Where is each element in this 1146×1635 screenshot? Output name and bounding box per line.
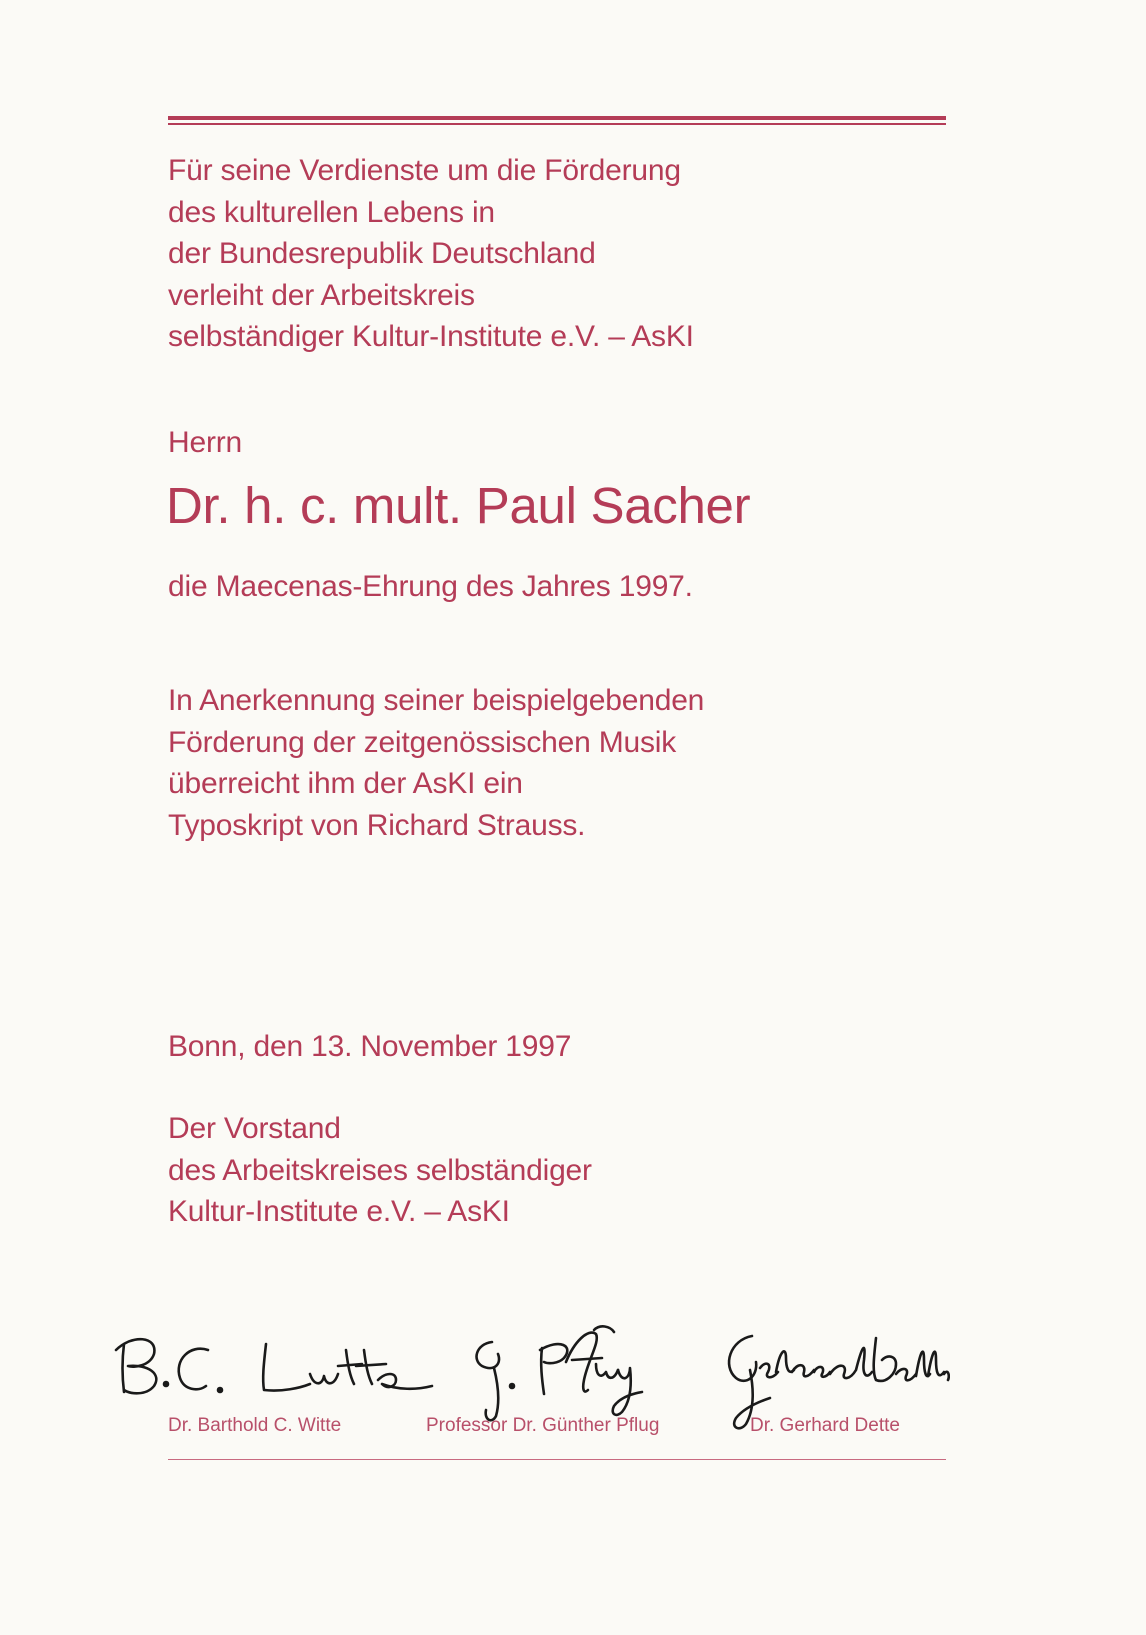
intro-line: verleiht der Arbeitskreis xyxy=(168,278,475,312)
board-line: des Arbeitskreises selbständiger xyxy=(168,1153,592,1187)
recognition-line: Förderung der zeitgenössischen Musik xyxy=(168,725,677,759)
intro-line: der Bundesrepublik Deutschland xyxy=(168,237,596,270)
recognition-paragraph xyxy=(168,680,704,846)
recognition-line: überreicht ihm der AsKI ein xyxy=(168,767,523,800)
signature-pflug xyxy=(477,1326,642,1420)
board-paragraph xyxy=(168,1108,592,1233)
top-rule-thin xyxy=(168,123,946,125)
signer-name-witte: Dr. Barthold C. Witte xyxy=(168,1415,342,1436)
intro-line: des kulturellen Lebens in xyxy=(168,195,495,229)
board-line: Der Vorstand xyxy=(168,1112,341,1145)
intro-line: selbständiger Kultur-Institute e.V. – AsKI xyxy=(168,320,694,353)
place-and-date: Bonn, den 13. November 1997 xyxy=(168,1030,572,1063)
signer-name-dette: Dr. Gerhard Dette xyxy=(750,1415,900,1436)
top-rule-thick xyxy=(168,116,946,120)
intro-line: Für seine Verdienste um die Förderung xyxy=(168,154,681,187)
bottom-rule xyxy=(168,1459,946,1460)
signer-name-pflug: Professor Dr. Günther Pflug xyxy=(426,1415,660,1436)
honor-line: die Maecenas-Ehrung des Jahres 1997. xyxy=(168,570,693,603)
recognition-line: Typoskript von Richard Strauss. xyxy=(168,808,586,842)
intro-paragraph xyxy=(168,150,694,358)
salutation: Herrn xyxy=(168,426,243,459)
signature-witte xyxy=(116,1339,432,1393)
board-line: Kultur-Institute e.V. – AsKI xyxy=(168,1195,510,1228)
recognition-line: In Anerkennung seiner beispielgebenden xyxy=(168,684,705,717)
recipient-name: Dr. h. c. mult. Paul Sacher xyxy=(166,477,751,534)
